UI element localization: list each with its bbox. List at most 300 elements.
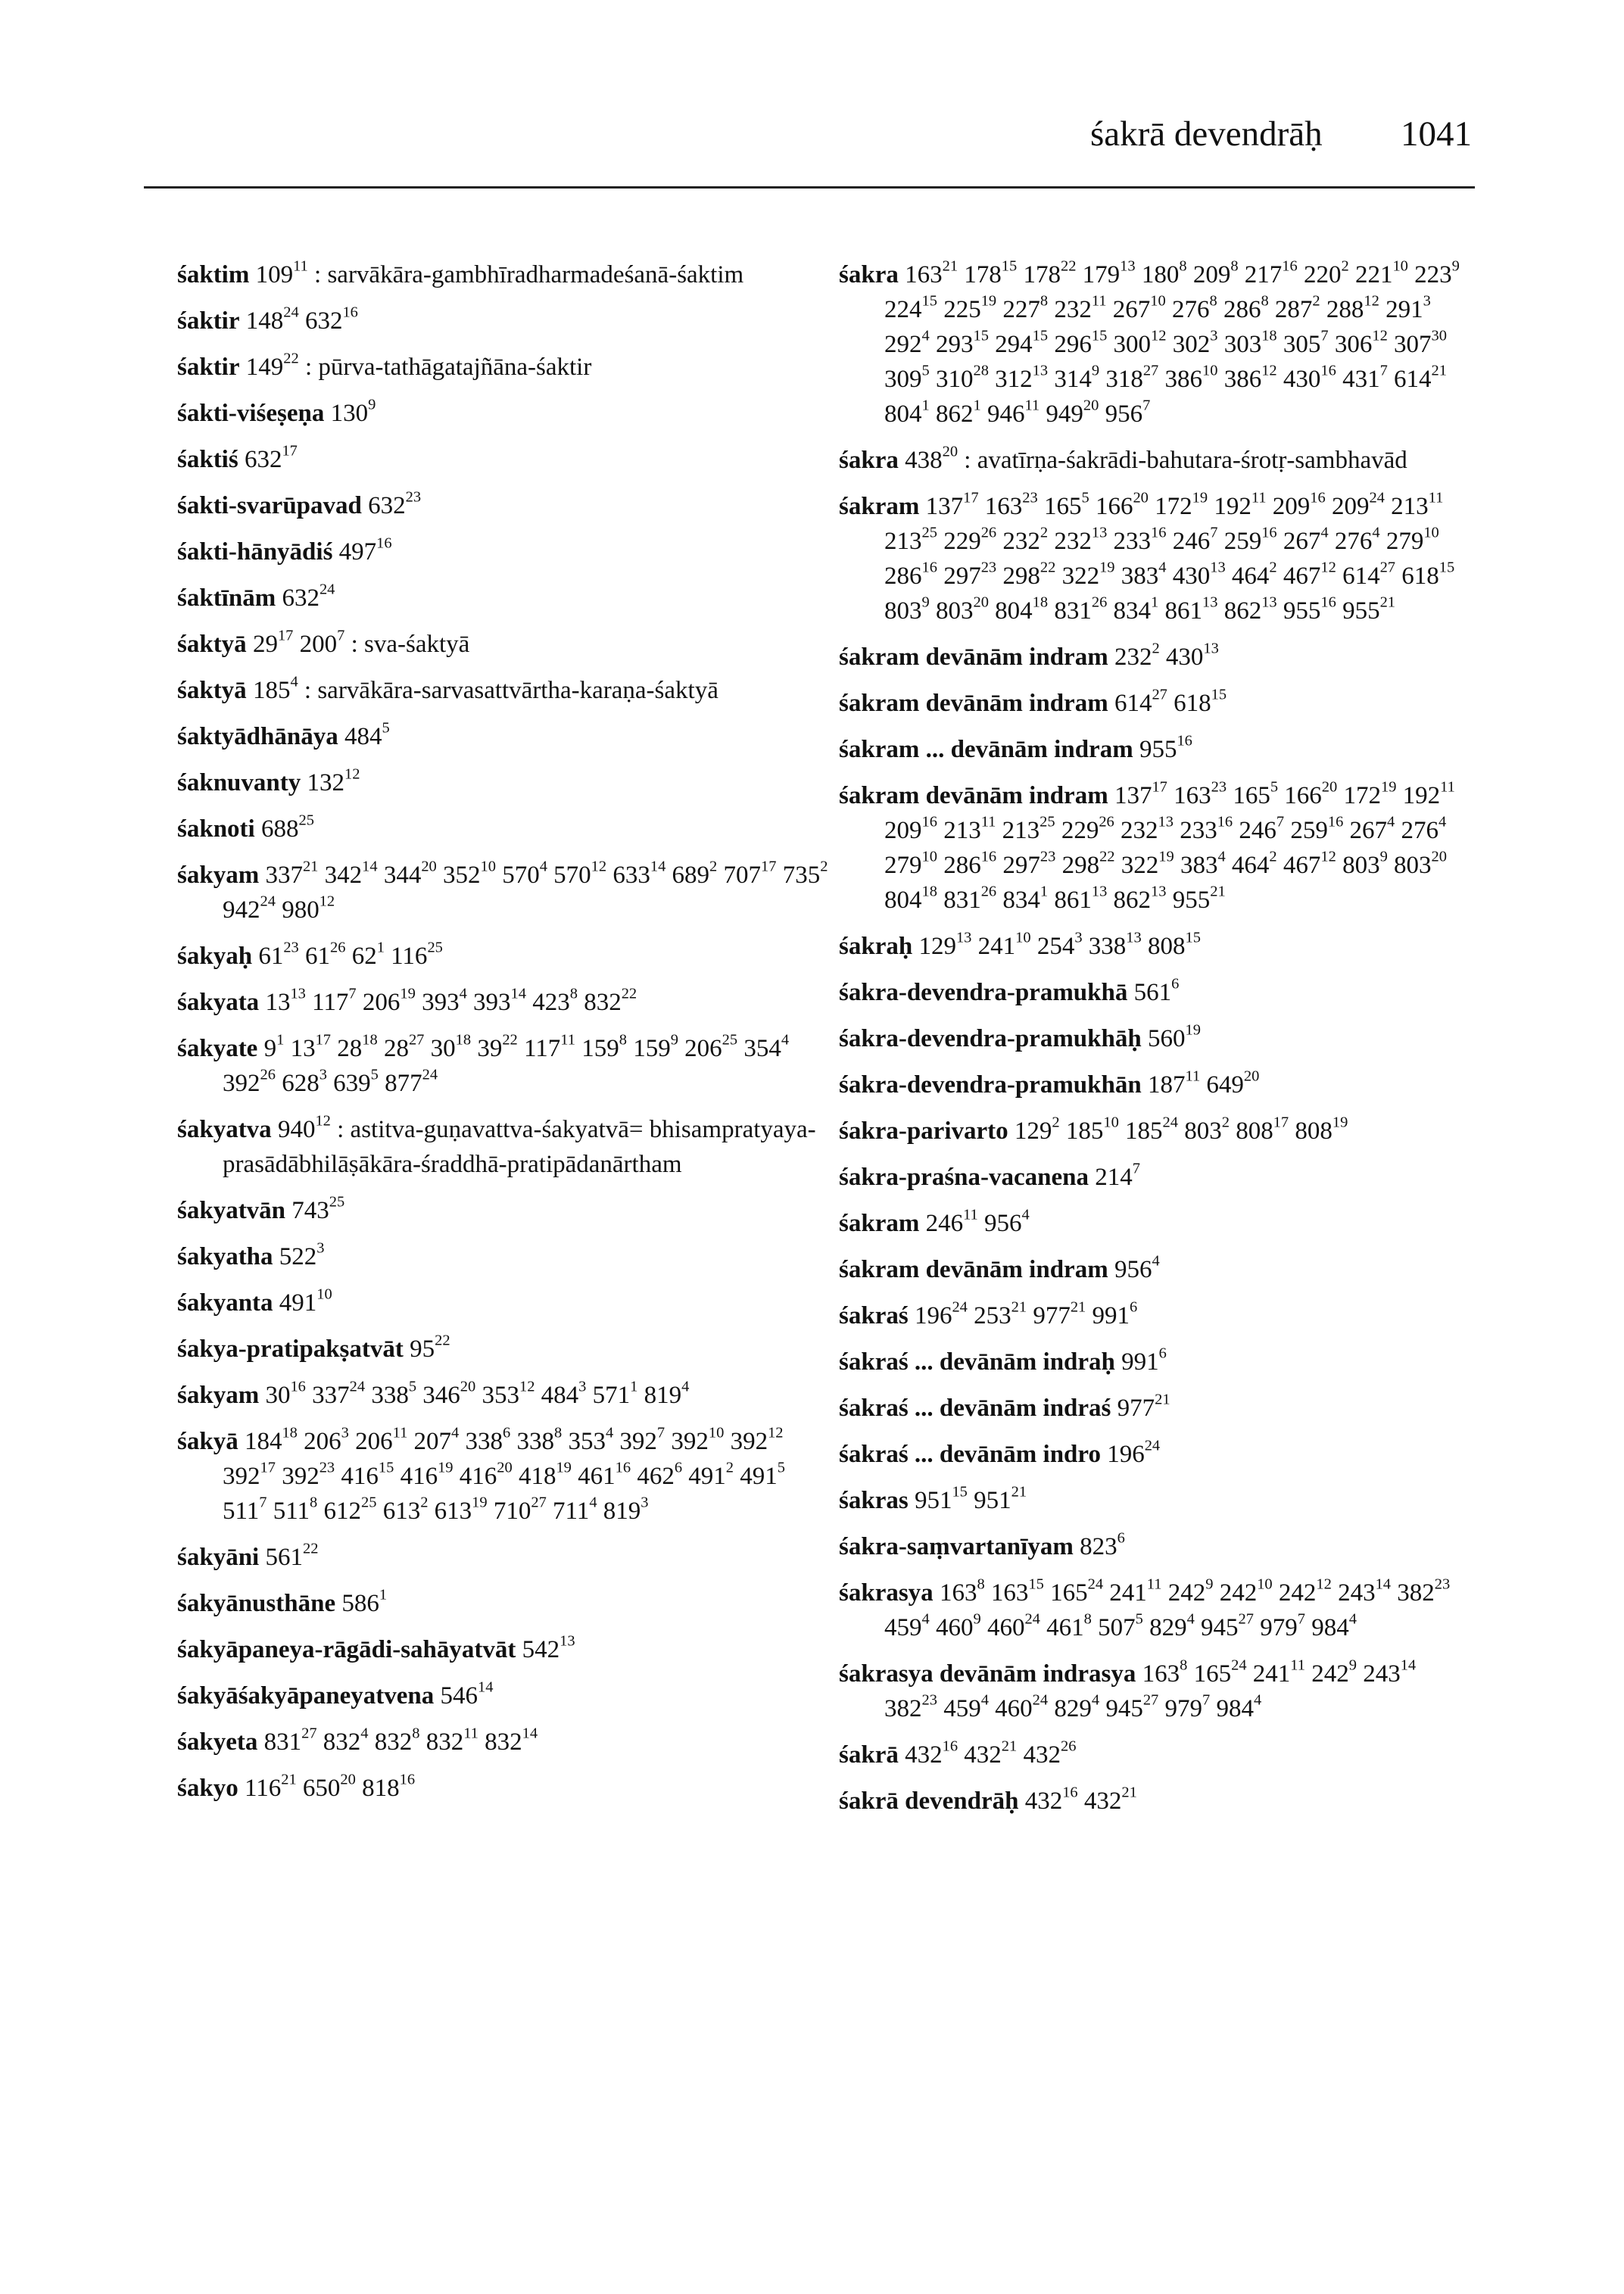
entry-references [1117, 1391, 1170, 1422]
page-reference: $586^1$ [341, 1586, 388, 1617]
page-reference: $242^9$ [1167, 1576, 1214, 1607]
page-reference: $163^8$ [1142, 1657, 1188, 1688]
page-reference: $163^{21}$ [905, 257, 959, 288]
entry-references [1024, 1784, 1137, 1815]
page-reference: $650^{20}$ [302, 1771, 356, 1802]
index-entry [177, 581, 828, 616]
page-reference: $338^8$ [516, 1424, 563, 1455]
page-reference: $232^2$ [1114, 640, 1160, 671]
page-reference: $618^{15}$ [1174, 686, 1227, 717]
page-reference: $818^{16}$ [362, 1771, 416, 1802]
page-reference: $294^{15}$ [995, 327, 1049, 358]
entry-references [905, 1738, 1077, 1769]
page-reference: $163^8$ [939, 1576, 985, 1607]
entry-references [1133, 975, 1180, 1006]
page-reference: $279^{10}$ [884, 848, 937, 879]
entry-references [884, 489, 1455, 625]
page-reference: $241^{11}$ [1252, 1657, 1305, 1688]
page-reference: $803^{20}$ [1394, 848, 1447, 879]
entry-references [1139, 732, 1192, 763]
page-reference: $312^{13}$ [995, 362, 1049, 393]
page-reference: $232^{13}$ [1121, 813, 1174, 844]
entry-references [1114, 686, 1227, 717]
entry-headword: śakraś ... devānām indraḥ [839, 1348, 1115, 1376]
page-reference: $213^{25}$ [884, 524, 937, 555]
entry-references [925, 1206, 1030, 1237]
index-entry [177, 1424, 828, 1529]
page-reference: $346^{20}$ [422, 1378, 476, 1409]
page-reference: $804^1$ [884, 397, 930, 428]
page-reference: $200^7$ [299, 627, 345, 658]
index-entry [177, 1112, 828, 1182]
page-reference: $991^6$ [1092, 1298, 1138, 1329]
index-entry [177, 985, 828, 1020]
index-entry [839, 1576, 1460, 1645]
page-reference: $877^{24}$ [385, 1066, 438, 1097]
page-reference: $831^{27}$ [263, 1725, 317, 1756]
entry-references [244, 1771, 416, 1802]
page-reference: $207^4$ [413, 1424, 460, 1455]
page-reference: $459^4$ [884, 1610, 930, 1641]
page-reference: $149^{22}$ [245, 350, 299, 381]
page-reference: $991^6$ [1121, 1345, 1167, 1376]
entry-references [410, 1332, 450, 1363]
entry-gloss: : avatīrṇa-śakrādi-bahutara-śrotṛ-sambhavād [964, 447, 1407, 474]
entry-headword: śakyam [177, 1382, 260, 1409]
page-reference: $383^4$ [1180, 848, 1226, 879]
page-reference: $832^4$ [323, 1725, 369, 1756]
entry-references [245, 304, 358, 335]
page-reference: $243^{14}$ [1338, 1576, 1391, 1607]
page-reference: $298^{22}$ [1002, 559, 1056, 590]
entry-headword: śaktyādhānāya [177, 723, 338, 750]
page-reference: $945^{27}$ [1201, 1610, 1254, 1641]
page-reference: $220^2$ [1303, 257, 1349, 288]
page-reference: $614^{21}$ [1394, 362, 1447, 393]
entry-headword: śakrasya [839, 1579, 934, 1607]
page-reference: $159^9$ [633, 1031, 678, 1062]
page-reference: $303^{18}$ [1223, 327, 1277, 358]
page-reference: $632^{17}$ [244, 442, 298, 473]
entry-headword: śakra-devendra-pramukhān [839, 1071, 1142, 1099]
page-reference: $808^{19}$ [1295, 1114, 1348, 1145]
index-entry [177, 1193, 828, 1228]
entry-references [338, 535, 392, 566]
page-reference: $279^{10}$ [1386, 524, 1439, 555]
page-reference: $337^{24}$ [312, 1378, 366, 1409]
entry-headword: śaktir [177, 354, 240, 381]
page-reference: $214^7$ [1095, 1160, 1140, 1191]
page-reference: $229^{26}$ [943, 524, 997, 555]
page-reference: $229^{26}$ [1061, 813, 1114, 844]
page-reference: $286^{16}$ [884, 559, 937, 590]
entry-headword: śakyāpaneya-rāgādi-sahāyatvāt [177, 1636, 516, 1663]
page-reference: $688^{25}$ [260, 812, 314, 843]
entry-headword: śaktīnām [177, 584, 276, 612]
page-reference: $432^{16}$ [905, 1738, 959, 1769]
index-entry [839, 686, 1460, 721]
entry-headword: śakram devānām indram [839, 690, 1108, 717]
index-entry [177, 673, 828, 708]
entry-headword: śakyaḥ [177, 943, 253, 970]
entry-headword: śakra-devendra-pramukhāḥ [839, 1025, 1142, 1052]
page-reference: $221^{10}$ [1354, 257, 1408, 288]
page-reference: $438^{20}$ [905, 443, 959, 474]
entry-headword: śakyāśakyāpaneyatvena [177, 1682, 435, 1710]
page-reference: $276^4$ [1334, 524, 1380, 555]
page-reference: $267^4$ [1283, 524, 1329, 555]
index-entry [839, 929, 1460, 964]
entry-headword: śakraḥ [839, 933, 913, 960]
index-entry [839, 1206, 1460, 1241]
entry-references [223, 1031, 790, 1097]
entry-headword: śakyatva [177, 1116, 272, 1143]
entry-headword: śakra-devendra-pramukhā [839, 979, 1128, 1006]
page-reference: $633^{14}$ [613, 858, 666, 889]
page-reference: $497^{16}$ [338, 535, 392, 566]
page-reference: $196^{24}$ [914, 1298, 968, 1329]
page-reference: $232^{13}$ [1054, 524, 1108, 555]
entry-headword: śakra-parivarto [839, 1117, 1008, 1145]
page-reference: $392^7$ [619, 1424, 665, 1455]
page-reference: $819^4$ [644, 1378, 690, 1409]
page-reference: $956^4$ [1114, 1252, 1160, 1283]
entry-references [918, 929, 1201, 960]
entry-headword: śakyam [177, 862, 260, 889]
index-entry [839, 1738, 1460, 1772]
entry-headword: śakram [839, 1210, 920, 1237]
page-reference: $832^{11}$ [425, 1725, 478, 1756]
index-entry [839, 1021, 1460, 1056]
index-entry [177, 1031, 828, 1101]
page-reference: $951^{21}$ [974, 1483, 1027, 1514]
page-reference: $353^{12}$ [482, 1378, 535, 1409]
page-reference: $242^9$ [1311, 1657, 1357, 1688]
page-reference: $808^{17}$ [1236, 1114, 1289, 1145]
entry-references [245, 350, 299, 381]
page-reference: $137^{17}$ [1114, 778, 1167, 809]
page-reference: $418^{19}$ [518, 1459, 572, 1490]
page-reference: $542^{13}$ [522, 1632, 575, 1663]
entry-references [252, 627, 345, 658]
entry-references [440, 1678, 494, 1710]
page-reference: $416^{19}$ [400, 1459, 454, 1490]
page-reference: $977^{21}$ [1033, 1298, 1086, 1329]
entry-references [914, 1483, 1027, 1514]
page-reference: $707^{17}$ [723, 858, 777, 889]
page-reference: $618^{15}$ [1401, 559, 1455, 590]
page-reference: $13^{17}$ [290, 1031, 331, 1062]
page-reference: $29^{17}$ [252, 627, 294, 658]
page-reference: $232^{11}$ [1054, 292, 1107, 323]
page-reference: $464^2$ [1231, 848, 1277, 879]
page-reference: $185^4$ [252, 673, 298, 704]
page-reference: $432^{21}$ [1083, 1784, 1137, 1815]
page-reference: $259^{16}$ [1290, 813, 1344, 844]
page-reference: $467^{12}$ [1283, 848, 1336, 879]
entry-headword: śakram devānām indram [839, 1256, 1108, 1283]
page-reference: $209^{24}$ [1331, 489, 1385, 520]
page-reference: $116^{25}$ [391, 939, 443, 970]
page-reference: $163^{23}$ [1174, 778, 1227, 809]
page-reference: $484^3$ [541, 1378, 587, 1409]
page-reference: $259^{16}$ [1223, 524, 1277, 555]
entry-headword: śakra-praśna-vacanena [839, 1164, 1089, 1191]
page-reference: $979^7$ [1260, 1610, 1305, 1641]
page-reference: $491^{10}$ [279, 1286, 332, 1317]
index-entry [177, 1678, 828, 1713]
page-reference: $955^{21}$ [1342, 594, 1395, 625]
page-reference: $955^{21}$ [1172, 883, 1226, 914]
index-entry [177, 1771, 828, 1806]
index-entry [839, 975, 1460, 1010]
page-reference: $297^{23}$ [1002, 848, 1056, 879]
entry-headword: śakyā [177, 1428, 238, 1455]
index-entry [839, 732, 1460, 767]
entry-headword: śakrā [839, 1741, 899, 1769]
index-entry [839, 1437, 1460, 1472]
entry-references [884, 1576, 1451, 1641]
page-reference: $460^{24}$ [995, 1691, 1049, 1722]
entry-references [1147, 1021, 1201, 1052]
index-entry [177, 812, 828, 846]
page-reference: $710^{27}$ [493, 1494, 547, 1525]
index-entry [177, 1378, 828, 1413]
page-reference: $831^{26}$ [1054, 594, 1108, 625]
page-reference: $980^{12}$ [282, 893, 335, 924]
page-reference: $832^{22}$ [584, 985, 637, 1016]
entry-references [905, 443, 959, 474]
page-reference: $832^{14}$ [485, 1725, 538, 1756]
page-reference: $172^{19}$ [1155, 489, 1208, 520]
page-reference: $632^{24}$ [282, 581, 335, 612]
page-reference: $61^{26}$ [305, 939, 346, 970]
page-reference: $300^{12}$ [1113, 327, 1167, 358]
page-reference: $292^4$ [884, 327, 930, 358]
page-reference: $246^{11}$ [925, 1206, 978, 1237]
page-reference: $196^{24}$ [1107, 1437, 1161, 1468]
page-reference: $297^{23}$ [943, 559, 997, 590]
entry-headword: śakti-svarūpavad [177, 492, 362, 519]
index-entry [839, 1068, 1460, 1102]
page-reference: $460^9$ [935, 1610, 981, 1641]
index-entry [839, 1391, 1460, 1426]
running-headword: śakrā devendrāḥ [1090, 114, 1323, 154]
index-entry [177, 396, 828, 431]
page-reference: $632^{23}$ [368, 488, 422, 519]
page-reference: $206^{11}$ [355, 1424, 408, 1455]
page-reference: $184^{18}$ [244, 1424, 298, 1455]
page-reference: $461^8$ [1046, 1610, 1092, 1641]
page-reference: $979^7$ [1164, 1691, 1211, 1722]
page-reference: $286^8$ [1223, 292, 1269, 323]
page-reference: $243^{14}$ [1363, 1657, 1417, 1688]
page-reference: $322^{19}$ [1121, 848, 1174, 879]
page-reference: $302^3$ [1172, 327, 1218, 358]
page-number: 1041 [1401, 114, 1472, 154]
index-entry [177, 488, 828, 523]
entry-references [344, 719, 390, 750]
page-reference: $393^4$ [422, 985, 467, 1016]
index-entry [177, 719, 828, 754]
entry-headword: śakram devānām indram [839, 644, 1108, 671]
page-reference: $432^{26}$ [1023, 1738, 1077, 1769]
page-reference: $180^8$ [1141, 257, 1187, 288]
page-reference: $223^9$ [1414, 257, 1460, 288]
page-reference: $213^{25}$ [1002, 813, 1055, 844]
page-reference: $430^{13}$ [1172, 559, 1226, 590]
page-reference: $217^{16}$ [1244, 257, 1298, 288]
page-reference: $109^{11}$ [255, 257, 308, 288]
page-reference: $461^{16}$ [578, 1459, 631, 1490]
page-reference: $192^{11}$ [1402, 778, 1455, 809]
page-reference: $949^{20}$ [1046, 397, 1099, 428]
index-entry [839, 1114, 1460, 1149]
page-reference: $132^{12}$ [307, 765, 360, 796]
page-reference: $148^{24}$ [245, 304, 299, 335]
entry-references [255, 257, 308, 288]
page-reference: $232^2$ [1002, 524, 1049, 555]
page-reference: $276^4$ [1401, 813, 1447, 844]
page-reference: $30^{16}$ [265, 1378, 306, 1409]
page-reference: $984^4$ [1216, 1691, 1262, 1722]
entry-headword: śakram ... devānām indram [839, 736, 1133, 763]
page-reference: $522^3$ [279, 1239, 325, 1270]
page-reference: $460^{24}$ [987, 1610, 1040, 1641]
page-reference: $117^{11}$ [524, 1031, 575, 1062]
page-reference: $354^4$ [743, 1031, 790, 1062]
page-reference: $288^{12}$ [1326, 292, 1379, 323]
page-reference: $834^1$ [1113, 594, 1159, 625]
index-entry [177, 350, 828, 385]
entry-references [368, 488, 422, 519]
page-reference: $30^{18}$ [430, 1031, 472, 1062]
header-rule [144, 186, 1475, 189]
page-reference: $956^7$ [1105, 397, 1151, 428]
entry-references [263, 1725, 538, 1756]
page-reference: $711^4$ [553, 1494, 597, 1525]
entry-references [1080, 1529, 1125, 1560]
page-reference: $309^5$ [884, 362, 930, 393]
page-reference: $955^{16}$ [1139, 732, 1192, 763]
entry-headword: śaknuvanty [177, 769, 301, 796]
page-reference: $165^{24}$ [1193, 1657, 1247, 1688]
entry-headword: śakra-saṃvartanīyam [839, 1533, 1074, 1560]
page-reference: $977^{21}$ [1117, 1391, 1170, 1422]
page-reference: $242^{12}$ [1278, 1576, 1332, 1607]
index-entry [839, 778, 1460, 918]
index-entry [839, 257, 1460, 432]
page-reference: $209^{16}$ [884, 813, 937, 844]
entry-references [1114, 640, 1219, 671]
page-reference: $507^5$ [1098, 1610, 1143, 1641]
entry-references [1095, 1160, 1140, 1191]
page-reference: $386^{10}$ [1164, 362, 1218, 393]
page-reference: $13^{13}$ [265, 985, 306, 1016]
entry-headword: śakyatha [177, 1243, 273, 1270]
page-reference: $382^{23}$ [1397, 1576, 1451, 1607]
index-entry [839, 1160, 1460, 1195]
page-reference: $546^{14}$ [440, 1678, 494, 1710]
page-reference: $942^{24}$ [223, 893, 276, 924]
entry-headword: śakras [839, 1487, 909, 1514]
page-reference: $165^5$ [1043, 489, 1089, 520]
page-reference: $862^1$ [935, 397, 981, 428]
page-reference: $233^{16}$ [1180, 813, 1233, 844]
page-reference: $242^{10}$ [1219, 1576, 1273, 1607]
page-reference: $560^{19}$ [1147, 1021, 1201, 1052]
entry-references [258, 939, 443, 970]
page-reference: $342^{14}$ [324, 858, 378, 889]
page-reference: $39^{22}$ [477, 1031, 518, 1062]
entry-headword: śakra [839, 447, 899, 474]
index-entry [839, 443, 1460, 478]
index-entry [177, 1332, 828, 1367]
page-reference: $352^{10}$ [443, 858, 496, 889]
page-reference: $432^{21}$ [964, 1738, 1018, 1769]
page-reference: $209^8$ [1192, 257, 1239, 288]
page-reference: $241^{10}$ [977, 929, 1031, 960]
index-entry [177, 858, 828, 927]
page-reference: $649^{20}$ [1206, 1068, 1260, 1099]
index-entry [177, 1286, 828, 1320]
page-reference: $267^4$ [1349, 813, 1395, 844]
index-entry [177, 257, 828, 292]
page-reference: $393^{14}$ [473, 985, 526, 1016]
entry-references [265, 985, 637, 1016]
page-reference: $803^{20}$ [935, 594, 989, 625]
page-reference: $224^{15}$ [884, 292, 937, 323]
page-reference: $804^{18}$ [995, 594, 1049, 625]
entry-headword: śakyāni [177, 1544, 260, 1571]
page-reference: $829^4$ [1149, 1610, 1195, 1641]
page-reference: $225^{19}$ [943, 292, 997, 323]
page-reference: $803^9$ [1342, 848, 1388, 879]
page-reference: $467^{12}$ [1283, 559, 1336, 590]
entry-headword: śakra [839, 261, 899, 288]
entry-gloss: : astitva-guṇavattva-śakyatvā= bhisampratyaya-prasādābhilāṣākāra-śraddhā-pratipādanārtham [223, 1116, 816, 1178]
page-reference: $61^{23}$ [258, 939, 299, 970]
page-reference: $464^2$ [1231, 559, 1277, 590]
entry-gloss: : sarvākāra-gambhīradharmadeśanā-śaktim [314, 261, 744, 288]
page-reference: $117^7$ [312, 985, 357, 1016]
page-reference: $233^{16}$ [1113, 524, 1167, 555]
index-entry [177, 304, 828, 338]
entry-references [223, 1424, 785, 1525]
page-reference: $338^5$ [371, 1378, 417, 1409]
page-reference: $209^{16}$ [1272, 489, 1326, 520]
index-entry [177, 1586, 828, 1621]
entry-headword: śaktyā [177, 631, 247, 658]
page-reference: $834^1$ [1002, 883, 1049, 914]
page-reference: $166^{20}$ [1095, 489, 1149, 520]
page-reference: $338^6$ [465, 1424, 511, 1455]
entry-references [265, 1540, 319, 1571]
page-reference: $28^{18}$ [337, 1031, 378, 1062]
entry-headword: śakyatvān [177, 1197, 286, 1224]
index-entry [839, 1252, 1460, 1287]
page-reference: $382^{23}$ [884, 1691, 937, 1722]
page-reference: $459^4$ [943, 1691, 989, 1722]
page-reference: $172^{19}$ [1343, 778, 1397, 809]
entry-references [522, 1632, 575, 1663]
page-reference: $862^{13}$ [1113, 883, 1167, 914]
page-reference: $832^8$ [374, 1725, 420, 1756]
page-reference: $423^8$ [532, 985, 578, 1016]
page-reference: $819^3$ [603, 1494, 649, 1525]
page-reference: $116^{21}$ [244, 1771, 297, 1802]
page-reference: $318^{27}$ [1105, 362, 1159, 393]
